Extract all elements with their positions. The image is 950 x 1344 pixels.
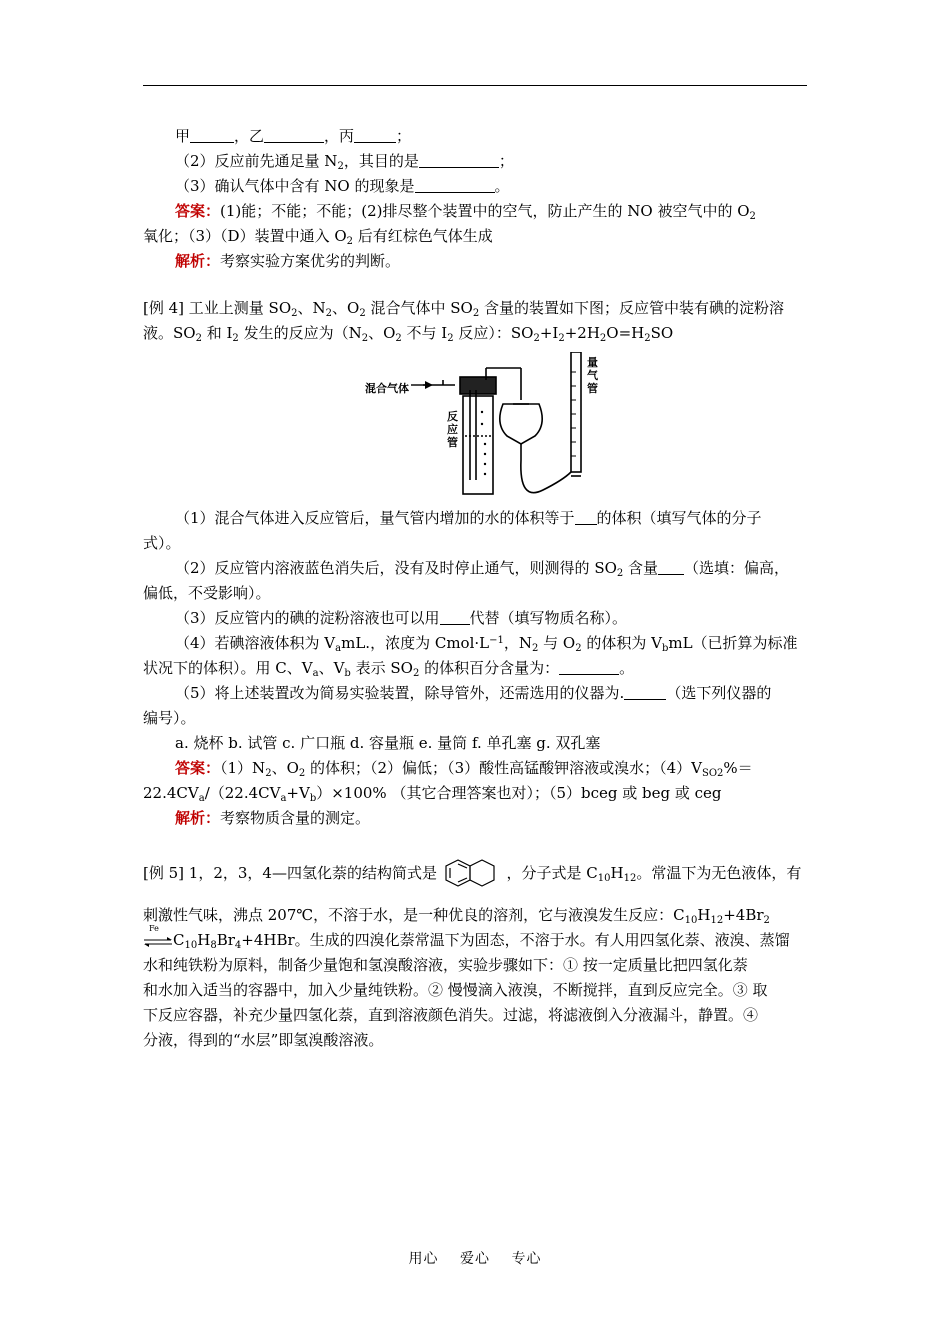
ex5-intro-5: 和水加入适当的容器中，加入少量纯铁粉。② 慢慢滴入液溴，不断搅拌，直到反应完全。③ 取 — [143, 981, 768, 999]
answer-label: 答案： — [175, 202, 221, 220]
ex4-intro-1: [例 4] 工业上测量 $SO_2$、$N_2$、$O_2$ 混合气体中 $SO_2$ 含量的装置如下图；反应管中装有碘的淀粉溶 — [143, 299, 784, 319]
reaction-arrow-icon — [143, 924, 173, 947]
mixed-gas-label: 混合气体 — [365, 382, 409, 395]
gas-burette-label: 量气管 — [587, 356, 598, 395]
question-2: （2）反应前先通足量 $N_2$，其目的是 ； — [175, 152, 514, 172]
analysis-label: 解析： — [175, 809, 221, 827]
ex4-answer-1: 答案：$(1)N_2$、$O_2$ 的体积；（2）偏低；（3）酸性高锰酸钾溶液或溴水；$(4)V_{SO2}\%=$ — [175, 759, 753, 779]
apparatus-diagram — [143, 352, 807, 502]
ex4-q5-line2: 编号）。 — [143, 709, 196, 727]
reaction-tube-label: 反应管 — [447, 410, 458, 449]
footer-text: 用心 — [408, 1251, 439, 1267]
answer-line-2: 氧化；（3）（D）装置中通入 $O_2$ 后有红棕色气体生成 — [143, 227, 493, 247]
ex4-q1-line2: 式）。 — [143, 534, 181, 552]
header-rule — [143, 85, 807, 86]
blanks-line: 甲 ，乙 ，丙 ； — [175, 127, 412, 145]
ex4-q2-line1: （2）反应管内溶液蓝色消失后，没有及时停止通气，则测得的 $SO_2$ 含量 （选填：偏高， — [175, 559, 790, 579]
ex4-q3: （3）反应管内的碘的淀粉溶液也可以用 代替（填写物质名称）。 — [175, 609, 628, 627]
ex4-options: a. 烧杯 b. 试管 c. 广口瓶 d. 容量瓶 e. 量筒 f. 单孔塞 g. 双孔塞 — [175, 734, 601, 752]
ex4-q4-line2: 状况下的体积）。用 C、$V_a$、$V_b$ 表示 $SO_2$ 的体积百分含量为： 。 — [143, 659, 635, 679]
ex5-intro-6: 下反应容器，补充少量四氢化萘，直到溶液颜色消失。过滤，将滤液倒入分液漏斗，静置。④ — [143, 1006, 759, 1024]
ex5-intro-3: Fe $C_{10}H_8Br_4+4HBr$。生成的四溴化萘常温下为固态，不溶于水。有人用四氢化萘、液溴、蒸馏 — [143, 928, 807, 953]
tetralin-structure-icon — [442, 856, 502, 892]
answer-label: 答案： — [175, 759, 221, 777]
answer-line-1: 答案：(1)能；不能；不能；(2)排尽整个装置中的空气，防止产生的 NO 被空气中的 $O_2$ — [175, 202, 756, 222]
ex5-intro-4: 水和纯铁粉为原料，制备少量饱和氢溴酸溶液，实验步骤如下：① 按一定质量比把四氢化萘 — [143, 956, 748, 974]
document-body — [143, 124, 807, 1053]
arrow-label: Fe — [149, 924, 159, 933]
ex4-q4-line1: （4）若碘溶液体积为 $V_amL$.，浓度为 $Cmol\cdot L^{-1}$，$N_2$ 与 $O_2$ 的体积为 $V_bmL$（已折算为标准 — [175, 634, 798, 654]
ex4-intro-2: 液。$SO_2$ 和 $I_2$ 发生的反应为（$N_2$、$O_2$ 不与 $I_2$ 反应）：$SO_2+I_2+2H_2O=H_2SO$ — [143, 324, 674, 344]
ex4-answer-2: $22.4CV_a/(22.4CV_a+V_b)\times 100\%$ （其它合理答案也对）；（5）bceg 或 beg 或 ceg — [143, 784, 722, 804]
ex4-q1-line1: （1）混合气体进入反应管后，量气管内增加的水的体积等于 的体积（填写气体的分子 — [175, 509, 762, 527]
apparatus-drawing — [143, 352, 807, 502]
analysis-label: 解析： — [175, 252, 221, 270]
analysis-line: 解析：考察实验方案优劣的判断。 — [175, 252, 401, 270]
page-footer — [0, 1248, 950, 1268]
ex4-analysis: 解析：考察物质含量的测定。 — [175, 809, 371, 827]
ex4-q2-line2: 偏低，不受影响）。 — [143, 584, 271, 602]
ex5-intro-7: 分液，得到的“水层”即氢溴酸溶液。 — [143, 1031, 384, 1049]
ex5-intro-2: 刺激性气味，沸点 207℃，不溶于水，是一种优良的溶剂，它与液溴发生反应：$C_{10}H_{12}+4Br_2$ — [143, 906, 770, 926]
question-3: （3）确认气体中含有 NO 的现象是 。 — [175, 177, 510, 195]
footer-text: 专心 — [511, 1251, 542, 1267]
ex4-q5-line1: （5）将上述装置改为简易实验装置，除导管外，还需选用的仪器为. （选下列仪器的 — [175, 684, 772, 702]
ex5-intro-1: [例 5] 1，2，3，4—四氢化萘的结构简式是 ，分子式是 $C_{10}H_{12}$。常温下为无色液体，有 — [143, 853, 807, 893]
footer-text: 爱心 — [460, 1251, 490, 1267]
